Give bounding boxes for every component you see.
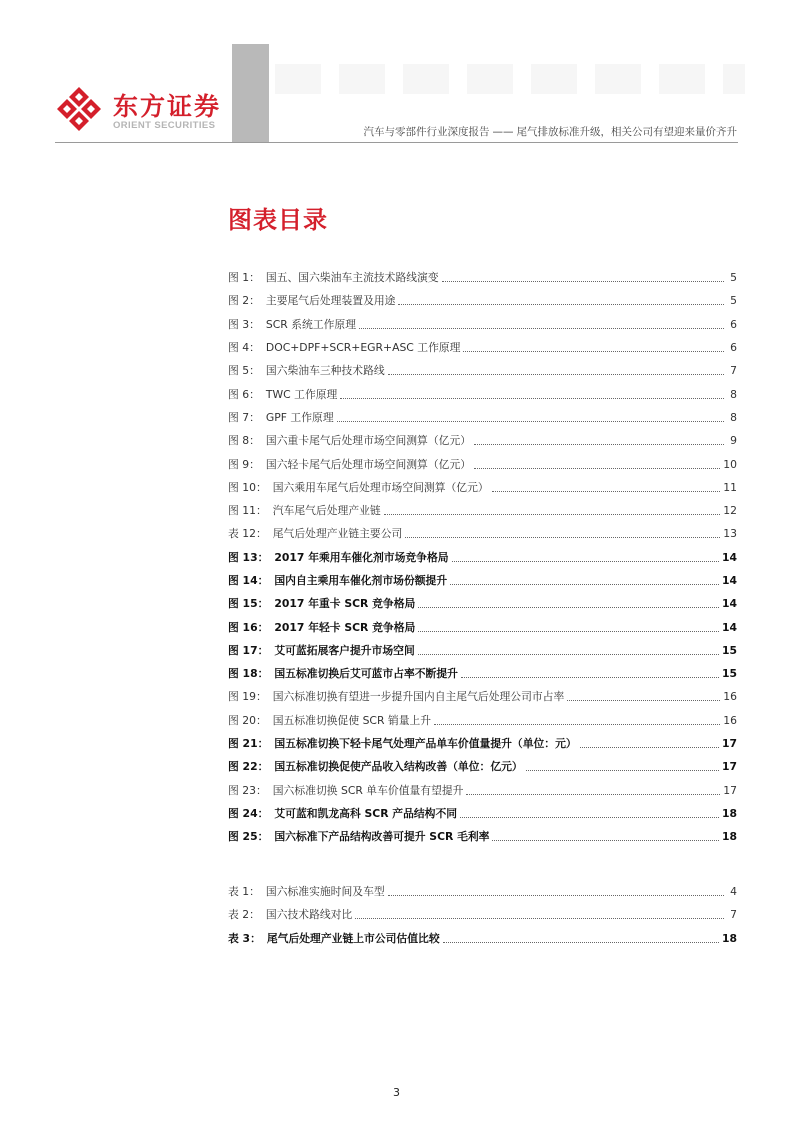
toc-entry[interactable] xyxy=(228,779,737,802)
toc-entry-label xyxy=(228,736,577,751)
toc-entry-title: 主要尾气后处理装置及用途 xyxy=(265,294,396,308)
toc-entry-label xyxy=(228,884,385,899)
toc-entry[interactable] xyxy=(228,452,737,475)
toc-entry-title: 尾气后处理产业链主要公司 xyxy=(272,527,403,541)
toc-entry-number: 图 3： xyxy=(228,317,260,331)
toc-dot-leader xyxy=(580,747,719,748)
toc-dot-leader xyxy=(418,654,719,655)
toc-entry-label xyxy=(228,317,356,332)
toc-entry-label xyxy=(228,387,337,402)
toc-entry[interactable] xyxy=(228,266,737,289)
toc-entry-label xyxy=(228,689,564,704)
toc-entry-title: 国六乘用车尾气后处理市场空间测算（亿元） xyxy=(272,480,489,494)
toc-entry-label xyxy=(228,550,449,565)
toc-entry-title: 国五、国六柴油车主流技术路线演变 xyxy=(265,271,439,285)
toc-entry-title: TWC 工作原理 xyxy=(265,387,338,401)
toc-entry-number: 表 12： xyxy=(228,527,267,541)
header-divider xyxy=(55,142,738,143)
toc-dot-leader xyxy=(434,724,720,725)
toc-dot-leader xyxy=(492,840,719,841)
header-grey-bar xyxy=(232,44,269,142)
toc-entry[interactable] xyxy=(228,755,737,778)
toc-entry-label xyxy=(228,410,334,425)
toc-entry-title: 国六技术路线对比 xyxy=(265,908,353,922)
toc-entry-title: 国六柴油车三种技术路线 xyxy=(265,364,385,378)
toc-entry-title: 国五标准切换促使产品收入结构改善（单位：亿元） xyxy=(274,760,523,774)
toc-entry-number: 图 10： xyxy=(228,480,267,494)
toc-entry-label xyxy=(228,526,402,541)
company-logo xyxy=(55,85,225,135)
toc-entry-title: 汽车尾气后处理产业链 xyxy=(272,504,381,518)
toc-entry-title: 国六标准实施时间及车型 xyxy=(265,885,385,899)
toc-entry[interactable] xyxy=(228,522,737,545)
toc-entry-page: 10 xyxy=(723,457,737,471)
toc-dot-leader xyxy=(340,398,724,399)
toc-entry[interactable] xyxy=(228,336,737,359)
toc-entry-number: 图 2： xyxy=(228,294,260,308)
toc-entry-label xyxy=(228,931,440,946)
toc-entry-number: 表 1： xyxy=(228,885,260,899)
toc-entry-number: 图 8： xyxy=(228,434,260,448)
toc-entry-label xyxy=(228,270,439,285)
toc-entry[interactable] xyxy=(228,927,737,950)
toc-entry[interactable] xyxy=(228,903,737,926)
toc-dot-leader xyxy=(384,514,721,515)
toc-dot-leader xyxy=(442,281,724,282)
toc-dot-leader xyxy=(388,374,724,375)
toc-dot-leader xyxy=(450,584,719,585)
toc-entry[interactable] xyxy=(228,639,737,662)
toc-entry-title: 艾可蓝和凯龙高科 SCR 产品结构不同 xyxy=(274,806,458,820)
toc-entry-page: 18 xyxy=(721,806,737,820)
toc-entry-title: 国五标准切换促使 SCR 销量上升 xyxy=(272,713,432,727)
toc-entry-title: 艾可蓝拓展客户提升市场空间 xyxy=(274,643,415,657)
toc-entry-page: 11 xyxy=(723,480,737,494)
toc-entry-number: 图 7： xyxy=(228,410,260,424)
toc-entry-label xyxy=(228,643,415,658)
header-watermark xyxy=(275,64,745,94)
toc-entry[interactable] xyxy=(228,546,737,569)
toc-entry[interactable] xyxy=(228,429,737,452)
toc-entry-label xyxy=(228,503,381,518)
toc-entry-title: SCR 系统工作原理 xyxy=(265,317,357,331)
toc-entry-label xyxy=(228,759,523,774)
toc-entry-label xyxy=(228,340,460,355)
toc-entry-page: 18 xyxy=(721,830,737,844)
toc-entry-page: 16 xyxy=(723,690,737,704)
report-type: 汽车与零部件行业深度报告 xyxy=(363,126,490,138)
toc-entry-title: 尾气后处理产业链上市公司估值比较 xyxy=(266,931,440,945)
toc-entry-label xyxy=(228,806,457,821)
toc-entry-title: 国六标准切换 SCR 单车价值量有望提升 xyxy=(272,783,464,797)
toc-entry[interactable] xyxy=(228,382,737,405)
toc-entry-page: 14 xyxy=(721,574,737,587)
toc-dot-leader xyxy=(460,817,719,818)
toc-entry[interactable] xyxy=(228,569,737,592)
toc-dot-leader xyxy=(418,607,719,608)
page-number: 3 xyxy=(393,1086,400,1099)
toc-entry-page: 17 xyxy=(721,737,737,751)
toc-dot-leader xyxy=(418,631,719,632)
toc-entry-number: 图 4： xyxy=(228,341,260,355)
toc-dot-leader xyxy=(388,895,724,896)
toc-dot-leader xyxy=(492,491,721,492)
toc-entry-number: 图 6： xyxy=(228,387,260,401)
toc-entry-label xyxy=(228,457,471,472)
toc-entry-label xyxy=(228,783,463,798)
toc-entry-label xyxy=(228,713,431,728)
toc-entry[interactable] xyxy=(228,289,737,312)
toc-dot-leader xyxy=(474,444,724,445)
toc-entry-number: 图 15： xyxy=(228,597,269,611)
toc-entry[interactable] xyxy=(228,880,737,903)
toc-entry-page: 8 xyxy=(730,387,737,401)
toc-entry-title: GPF 工作原理 xyxy=(265,410,334,424)
toc-entry-page: 14 xyxy=(721,620,737,634)
toc-entry[interactable] xyxy=(228,662,737,685)
toc-entry-page: 16 xyxy=(723,713,737,727)
toc-entry-number: 图 5： xyxy=(228,364,260,378)
brand-name-en: ORIENT SECURITIES xyxy=(113,120,216,131)
toc-entry-page: 13 xyxy=(723,527,737,541)
toc-entry-number: 图 18： xyxy=(228,667,269,681)
toc-entry-page: 6 xyxy=(730,341,737,355)
toc-entry-number: 图 19： xyxy=(228,690,267,704)
table-list xyxy=(228,880,737,950)
toc-entry-page: 9 xyxy=(730,434,737,448)
toc-entry-title: DOC+DPF+SCR+EGR+ASC 工作原理 xyxy=(265,341,461,355)
toc-dot-leader xyxy=(443,942,719,943)
toc-entry-number: 图 11： xyxy=(228,504,267,518)
toc-entry-page: 5 xyxy=(730,271,737,285)
toc-entry-label xyxy=(228,480,489,495)
toc-entry-number: 图 25： xyxy=(228,830,269,844)
toc-entry-title: 2017 年重卡 SCR 竞争格局 xyxy=(274,597,416,611)
header-separator: —— xyxy=(492,126,514,138)
toc-dot-leader xyxy=(452,561,719,562)
toc-entry[interactable] xyxy=(228,476,737,499)
toc-entry-page: 6 xyxy=(730,317,737,331)
toc-entry-label xyxy=(228,573,447,588)
toc-entry-label xyxy=(228,907,352,922)
toc-entry[interactable] xyxy=(228,709,737,732)
toc-dot-leader xyxy=(355,918,724,919)
toc-entry[interactable] xyxy=(228,685,737,708)
toc-entry-title: 国六标准切换有望进一步提升国内自主尾气后处理公司市占率 xyxy=(272,690,565,704)
toc-entry-number: 表 3： xyxy=(228,931,261,945)
toc-entry-page: 5 xyxy=(730,294,737,308)
toc-dot-leader xyxy=(526,770,719,771)
figure-list xyxy=(228,266,737,848)
toc-entry-label xyxy=(228,293,395,308)
toc-entry[interactable] xyxy=(228,825,737,848)
toc-entry-number: 图 1： xyxy=(228,271,260,285)
toc-entry-label xyxy=(228,596,415,611)
report-subtitle: 尾气排放标准升级，相关公司有望迎来量价齐升 xyxy=(516,126,737,138)
toc-entry-number: 图 21： xyxy=(228,737,269,751)
toc-entry-page: 18 xyxy=(721,931,737,945)
toc-entry-number: 图 16： xyxy=(228,620,269,634)
toc-entry-page: 7 xyxy=(730,364,737,378)
toc-entry-title: 国内自主乘用车催化剂市场份额提升 xyxy=(274,574,448,587)
toc-dot-leader xyxy=(461,677,719,678)
toc-entry-label xyxy=(228,620,415,635)
toc-entry-title: 2017 年乘用车催化剂市场竞争格局 xyxy=(274,550,449,564)
toc-dot-leader xyxy=(567,700,720,701)
orient-securities-logo-icon xyxy=(55,85,103,133)
toc-entry-title: 国六标准下产品结构改善可提升 SCR 毛利率 xyxy=(274,830,490,844)
toc-entry[interactable] xyxy=(228,615,737,638)
toc-entry-number: 图 24： xyxy=(228,806,269,820)
toc-entry-page: 15 xyxy=(721,667,737,681)
toc-entry-number: 图 20： xyxy=(228,713,267,727)
toc-entry-number: 图 13： xyxy=(228,550,269,564)
toc-entry[interactable] xyxy=(228,592,737,615)
toc-entry-title: 2017 年轻卡 SCR 竞争格局 xyxy=(274,620,416,634)
toc-entry-page: 7 xyxy=(730,908,737,922)
toc-entry[interactable] xyxy=(228,359,737,382)
toc-entry-page: 15 xyxy=(721,643,737,657)
toc-entry-label xyxy=(228,666,458,681)
toc-entry-label xyxy=(228,433,471,448)
toc-entry-page: 4 xyxy=(730,885,737,899)
toc-entry-number: 图 14： xyxy=(228,574,269,587)
toc-entry-number: 表 2： xyxy=(228,908,260,922)
toc-entry-label xyxy=(228,363,385,378)
toc-entry-number: 图 9： xyxy=(228,457,260,471)
toc-entry-page: 17 xyxy=(721,760,737,774)
toc-dot-leader xyxy=(405,537,720,538)
toc-entry-page: 17 xyxy=(723,783,737,797)
toc-dot-leader xyxy=(359,328,724,329)
toc-entry-page: 14 xyxy=(721,550,737,564)
toc-entry-title: 国五标准切换下轻卡尾气处理产品单车价值量提升（单位：元） xyxy=(274,737,577,751)
toc-entry-page: 12 xyxy=(723,504,737,518)
toc-entry[interactable] xyxy=(228,313,737,336)
toc-entry-title: 国六轻卡尾气后处理市场空间测算（亿元） xyxy=(265,457,472,471)
toc-dot-leader xyxy=(337,421,724,422)
toc-entry-number: 图 23： xyxy=(228,783,267,797)
toc-entry-title: 国六重卡尾气后处理市场空间测算（亿元） xyxy=(265,434,472,448)
toc-dot-leader xyxy=(398,304,724,305)
brand-name-cn: 东方证券 xyxy=(113,92,222,121)
toc-entry[interactable] xyxy=(228,802,737,825)
toc-dot-leader xyxy=(474,468,720,469)
toc-entry[interactable] xyxy=(228,499,737,522)
toc-entry-number: 图 22： xyxy=(228,760,269,774)
toc-entry-label xyxy=(228,829,489,844)
toc-dot-leader xyxy=(463,351,724,352)
page-title: 图表目录 xyxy=(228,206,328,234)
toc-entry-page: 14 xyxy=(721,597,737,611)
toc-entry[interactable] xyxy=(228,732,737,755)
toc-entry-title: 国五标准切换后艾可蓝市占率不断提升 xyxy=(274,667,458,681)
report-header xyxy=(364,124,738,139)
toc-entry-page: 8 xyxy=(730,410,737,424)
toc-entry-number: 图 17： xyxy=(228,643,269,657)
toc-dot-leader xyxy=(466,794,720,795)
toc-entry[interactable] xyxy=(228,406,737,429)
